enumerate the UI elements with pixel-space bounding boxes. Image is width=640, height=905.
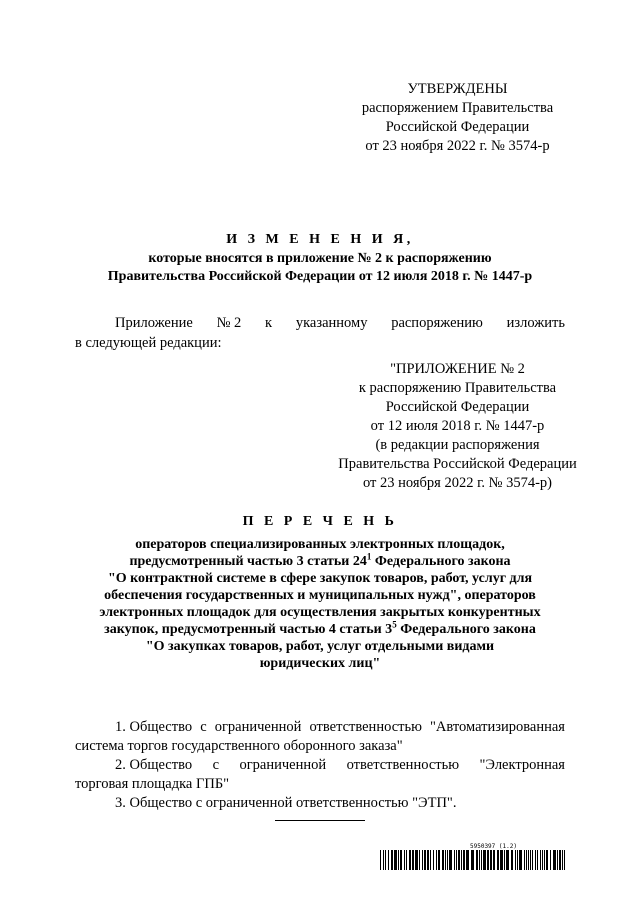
intro-word: распоряжению	[391, 315, 483, 331]
approval-line: распоряжением Правительства	[361, 100, 554, 116]
list-item-continuation: система торгов государственного оборонного заказа"	[75, 738, 403, 754]
list-subtitle-text: Федерального закона	[396, 622, 536, 637]
list-subtitle-text: Федерального закона	[371, 554, 511, 569]
appendix-line: к распоряжению Правительства	[358, 380, 557, 396]
barcode	[380, 850, 566, 870]
appendix-line: "ПРИЛОЖЕНИЕ № 2	[390, 361, 525, 377]
appendix-header	[300, 360, 615, 493]
list-subtitle-line	[55, 553, 585, 570]
list-item: 3. Общество с ограниченной ответственностью "ЭТП".	[115, 795, 457, 811]
changes-subtitle-line: которые вносятся в приложение № 2 к распоряжению	[148, 251, 492, 266]
approval-stamp	[300, 80, 615, 156]
list-item-word: ответственностью	[346, 757, 460, 773]
superscript: 5	[392, 619, 397, 630]
approval-line: УТВЕРЖДЕНЫ	[407, 81, 508, 97]
list-subtitle-line: юридических лиц"	[259, 656, 381, 671]
list-item-word: с	[200, 719, 207, 735]
list-title: П Е Р Е Ч Е Н Ь	[242, 514, 398, 529]
list-item-word: "Автоматизированная	[430, 719, 565, 735]
list-item-continuation: торговая площадка ГПБ"	[75, 776, 230, 792]
intro-word: Приложение	[115, 315, 193, 331]
list-item-word: 2. Общество	[115, 757, 193, 773]
approval-line: Российской Федерации	[385, 119, 530, 135]
list-subtitle-line: обеспечения государственных и муниципальных нужд", операторов	[104, 588, 536, 603]
list-item-word: ограниченной	[214, 719, 302, 735]
list-subtitle	[55, 536, 585, 672]
approval-line: от 23 ноября 2022 г. № 3574-р	[365, 138, 550, 154]
appendix-line: от 23 ноября 2022 г. № 3574-р)	[362, 475, 553, 491]
intro-word: указанному	[295, 315, 368, 331]
list-subtitle-text: предусмотренный частью 3 статьи 24	[129, 554, 367, 569]
list-item	[75, 756, 565, 775]
intro-word: изложить	[506, 315, 565, 331]
operator-list	[75, 718, 565, 813]
changes-title: И З М Е Н Е Н И Я,	[226, 232, 414, 247]
list-subtitle-line: "О закупках товаров, работ, услуг отдельными видами	[145, 639, 495, 654]
list-subtitle-line: "О контрактной системе в сфере закупок товаров, работ, услуг для	[107, 571, 533, 586]
appendix-line: от 12 июля 2018 г. № 1447-р	[370, 418, 545, 434]
list-subtitle-line: операторов специализированных электронных площадок,	[135, 537, 505, 552]
intro-word: № 2	[216, 315, 242, 331]
changes-subtitle-line: Правительства Российской Федерации от 12 июля 2018 г. № 1447-р	[107, 269, 533, 284]
list-item-word: 1. Общество	[115, 719, 193, 735]
list-item-word: ответственностью	[309, 719, 422, 735]
intro-word: к	[265, 315, 273, 331]
list-subtitle-text: закупок, предусмотренный частью 4 статьи 3	[104, 622, 393, 637]
list-item-word: с	[212, 757, 219, 773]
list-item-word: ограниченной	[239, 757, 327, 773]
list-item	[75, 718, 565, 737]
appendix-line: (в редакции распоряжения	[375, 437, 540, 453]
list-subtitle-line	[55, 621, 585, 638]
superscript: 1	[366, 551, 372, 562]
document-code: 5950397 (1.2)	[470, 843, 517, 850]
appendix-line: Российской Федерации	[385, 399, 530, 415]
divider-line	[275, 820, 365, 821]
changes-subtitle	[60, 250, 580, 286]
intro-paragraph-line	[75, 315, 565, 332]
appendix-line: Правительства Российской Федерации	[338, 456, 577, 472]
intro-paragraph-line: в следующей редакции:	[75, 335, 222, 351]
list-item-word: "Электронная	[479, 757, 565, 773]
list-subtitle-line: электронных площадок для осуществления закрытых конкурентных	[99, 605, 541, 620]
